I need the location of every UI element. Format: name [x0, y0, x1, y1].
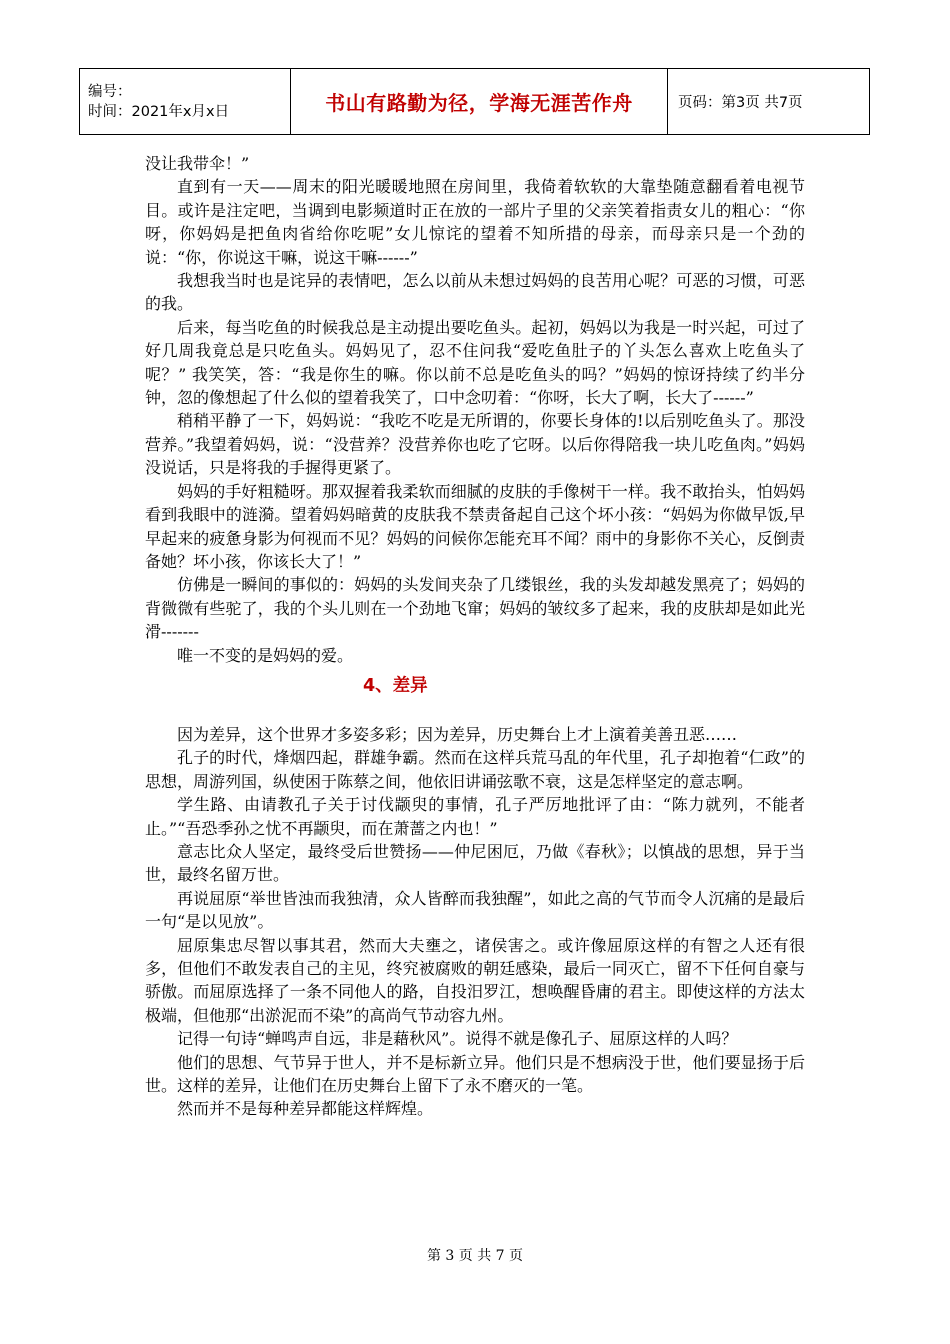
- document-body: [145, 152, 805, 1121]
- paragraph: 没让我带伞！”: [145, 154, 250, 173]
- paragraph: 意志比众人坚定，最终受后世赞扬——仲尼困厄，乃做《春秋》；以慎战的思想，异于当世，最终名留万世。: [145, 841, 805, 885]
- paragraph: 后来，每当吃鱼的时候我总是主动提出要吃鱼头。起初，妈妈以为我是一时兴起，可过了好几周我竟总是只吃鱼头。妈妈见了，忍不住问我“爱吃鱼肚子的丫头怎么喜欢上吃鱼头了呢？” 我笑笑，答：“我是你生的嘛。你以前不总是吃鱼头的吗？”妈妈的惊讶持续了约半分钟，忽的像想起了什么似的望着我笑了，口中念叨着：“你呀，长大了啊，长大了------”: [145, 317, 805, 408]
- paragraph: 仿佛是一瞬间的事似的：妈妈的头发间夹杂了几缕银丝，我的头发却越发黑亮了；妈妈的背微微有些驼了，我的个头儿则在一个劲地飞窜；妈妈的皱纹多了起来，我的皮肤却是如此光滑-------: [145, 575, 805, 642]
- paragraph: 他们的思想、气节异于世人，并不是标新立异。他们只是不想病没于世，他们要显扬于后世。这样的差异，让他们在历史舞台上留下了永不磨灭的一笔。: [145, 1052, 805, 1096]
- header-left-cell: [80, 69, 291, 135]
- paragraph: 学生路、由请教孔子关于讨伐颛臾的事情，孔子严厉地批评了由：“陈力就列，不能者止。”“吾恐季孙之忧不再颛臾，而在萧蔷之内也！”: [145, 795, 805, 838]
- header-table: [79, 68, 870, 135]
- paragraph: 妈妈的手好粗糙呀。那双握着我柔软而细腻的皮肤的手像树干一样。我不敢抬头，怕妈妈看到我眼中的涟漪。望着妈妈暗黄的皮肤我不禁责备起自己这个坏小孩：“妈妈为你做早饭,早早起来的疲惫身影为何视而不见？妈妈的问候你怎能充耳不闻？雨中的身影你不关心，反倒责备她？坏小孩，你该长大了！”: [145, 481, 805, 571]
- number-label: 编号：: [88, 83, 132, 100]
- paragraph: 然而并不是每种差异都能这样辉煌。: [177, 1099, 434, 1119]
- paragraph: 我想我当时也是诧异的表情吧，怎么以前从未想过妈妈的良苦用心呢？可恶的习惯，可恶的我。: [145, 271, 805, 314]
- section-heading: 4、差异: [363, 675, 428, 696]
- paragraph: 孔子的时代，烽烟四起，群雄争霸。然而在这样兵荒马乱的年代里，孔子却抱着“仁政”的思想，周游列国，纵使困于陈蔡之间，他依旧讲诵弦歌不衰，这是怎样坚定的意志啊。: [145, 748, 805, 791]
- paragraph: 屈原集忠尽智以事其君，然而大夫壅之，诸侯害之。或许像屈原这样的有智之人还有很多，但他们不敢发表自己的主见，终究被腐败的朝廷感染，最后一同灭亡，留不下任何自豪与骄傲。而屈原选择了一条不同他人的路，自投汨罗江，想唤醒昏庸的君主。即使这样的方法太极端，但他那“出淤泥而不染”的高尚气节动容九州。: [145, 935, 805, 1025]
- paragraph: 记得一句诗“蝉鸣声自远，非是藉秋风”。说得不就是像孔子、屈原这样的人吗？: [177, 1029, 738, 1049]
- motto: 书山有路勤为径，学海无涯苦作舟: [291, 69, 668, 135]
- page-info: 页码：第3页 共7页: [668, 69, 870, 135]
- paragraph: 再说屈原“举世皆浊而我独清，众人皆醉而我独醒”，如此之高的气节而令人沉痛的是最后一句“是以见放”。: [145, 888, 805, 932]
- paragraph: 因为差异，这个世界才多姿多彩；因为差异，历史舞台上才上演着美善丑恶……: [177, 724, 738, 744]
- paragraph: 稍稍平静了一下，妈妈说：“我吃不吃是无所谓的，你要长身体的!以后别吃鱼头了。那没营养。”我望着妈妈，说：“没营养？没营养你也吃了它呀。以后你得陪我一块儿吃鱼肉。”妈妈没说话，只是将我的手握得更紧了。: [145, 411, 805, 478]
- paragraph: 直到有一天——周末的阳光暖暖地照在房间里，我倚着软软的大靠垫随意翻看着电视节目。或许是注定吧，当调到电影频道时正在放的一部片子里的父亲笑着指责女儿的粗心：“你呀，你妈妈是把鱼肉省给你吃呢”女儿惊诧的望着不知所措的母亲，而母亲只是一个劲的说：“你，你说这干嘛，说这干嘛------”: [145, 177, 805, 267]
- time-label: 时间：2021年x月x日: [88, 103, 230, 120]
- paragraph: 唯一不变的是妈妈的爱。: [177, 645, 354, 665]
- page-footer: 第 3 页 共 7 页: [426, 1248, 524, 1264]
